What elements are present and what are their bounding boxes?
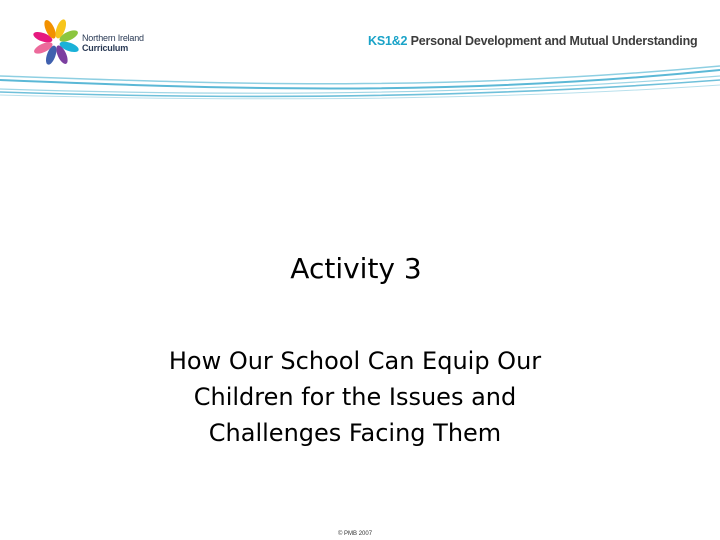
- activity-subtitle: [140, 343, 570, 451]
- copyright-footer: © PMB 2007: [337, 531, 373, 537]
- subtitle-line-2: Children for the Issues and: [193, 383, 517, 411]
- subtitle-line-1: How Our School Can Equip Our: [168, 347, 542, 375]
- logo-line-2: Curriculum: [82, 43, 129, 53]
- activity-title-text: Activity 3: [290, 252, 422, 285]
- header-title-subject: Personal Development and Mutual Understanding: [407, 34, 698, 48]
- subtitle-line-3: Challenges Facing Them: [208, 419, 502, 447]
- header-swoosh-decoration: [0, 58, 720, 108]
- header-title-stage: KS1&2: [368, 34, 408, 48]
- logo-line-1: Northern Ireland: [82, 33, 144, 43]
- activity-title: [0, 252, 712, 285]
- logo-text: [82, 33, 144, 53]
- header-title: [368, 34, 698, 48]
